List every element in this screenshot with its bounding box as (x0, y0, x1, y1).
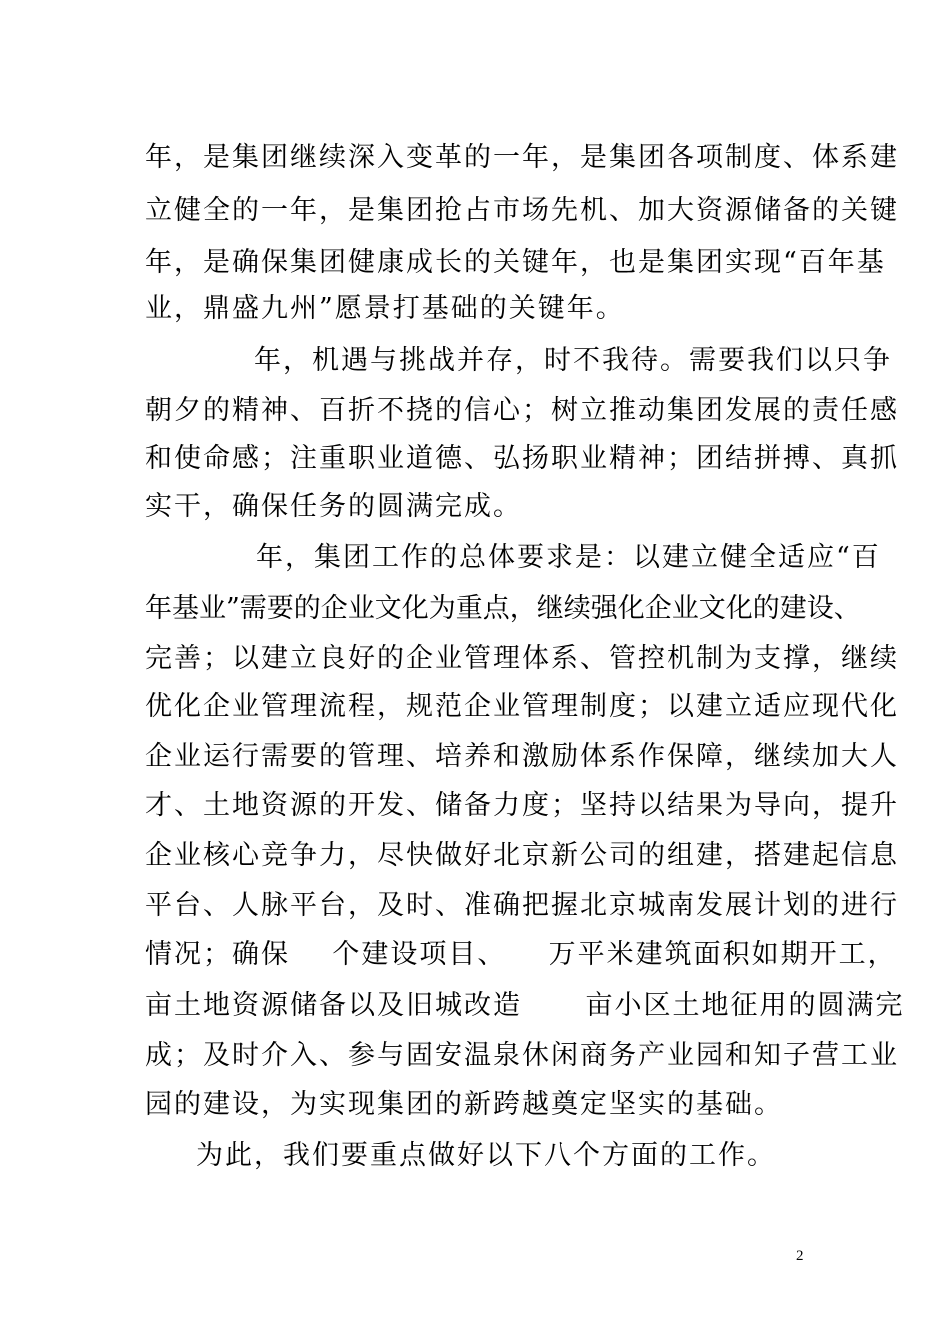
text-line: 实干，确保任务的圆满完成。 (145, 491, 522, 522)
text-line: 优化企业管理流程，规范企业管理制度；以建立适应现代化 (145, 691, 899, 722)
text-line: 年基业”需要的企业文化为重点，继续强化企业文化的建设、 (145, 593, 861, 624)
text-line: 完善；以建立良好的企业管理体系、管控机制为支撑，继续 (145, 643, 899, 674)
text-line: 亩土地资源储备以及旧城改造 亩小区土地征用的圆满完 (145, 990, 905, 1021)
text-line: 园的建设，为实现集团的新跨越奠定坚实的基础。 (145, 1089, 783, 1120)
text-line: 成；及时介入、参与固安温泉休闲商务产业园和知子营工业 (145, 1040, 899, 1071)
text-line: 年，集团工作的总体要求是：以建立健全适应“百 (256, 542, 881, 573)
text-line: 年，是确保集团健康成长的关键年，也是集团实现“百年基 (145, 247, 886, 278)
text-line: 平台、人脉平台，及时、准确把握北京城南发展计划的进行 (145, 890, 899, 921)
text-line: 和使命感；注重职业道德、弘扬职业精神；团结拼搏、真抓 (145, 443, 899, 474)
text-line: 朝夕的精神、百折不挠的信心；树立推动集团发展的责任感 (145, 395, 899, 426)
text-line: 业，鼎盛九州”愿景打基础的关键年。 (145, 293, 625, 324)
text-line: 年，机遇与挑战并存，时不我待。需要我们以只争 (254, 345, 892, 376)
text-line: 立健全的一年，是集团抢占市场先机、加大资源储备的关键 (145, 195, 899, 226)
page-number: 2 (796, 1248, 804, 1264)
text-line: 年，是集团继续深入变革的一年，是集团各项制度、体系建 (145, 142, 899, 173)
text-line: 企业核心竞争力，尽快做好北京新公司的组建，搭建起信息 (145, 840, 899, 871)
text-line: 情况；确保 个建设项目、 万平米建筑面积如期开工， (145, 939, 897, 970)
text-line: 为此，我们要重点做好以下八个方面的工作。 (196, 1140, 776, 1171)
text-line: 才、土地资源的开发、储备力度；坚持以结果为导向，提升 (145, 790, 899, 821)
text-line: 企业运行需要的管理、培养和激励体系作保障，继续加大人 (145, 741, 899, 772)
